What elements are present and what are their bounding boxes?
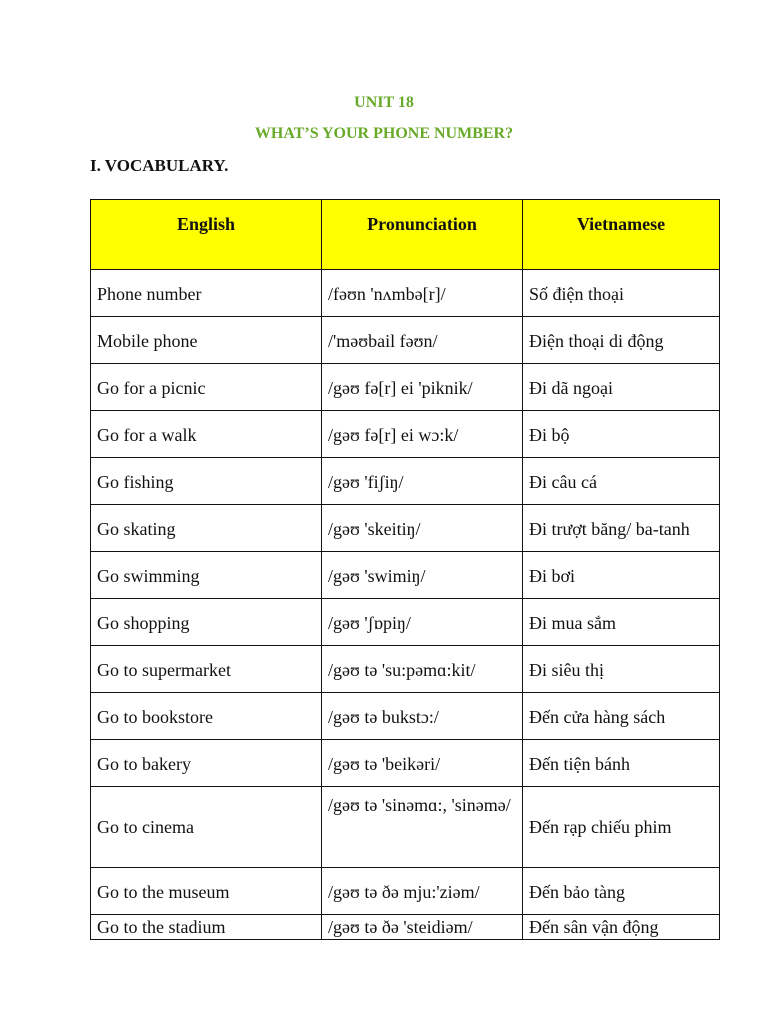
lesson-title: WHAT’S YOUR PHONE NUMBER? bbox=[254, 125, 514, 142]
cell-english: Go swimming bbox=[91, 552, 322, 599]
cell-english: Go shopping bbox=[91, 599, 322, 646]
cell-vietnamese: Đến sân vận động bbox=[523, 915, 720, 940]
cell-english: Go for a walk bbox=[91, 411, 322, 458]
cell-vietnamese: Đến tiện bánh bbox=[523, 740, 720, 787]
cell-pronunciation: /gəʊ tə ðə 'steidiəm/ bbox=[322, 915, 523, 940]
cell-vietnamese: Số điện thoại bbox=[523, 270, 720, 317]
column-header-vietnamese: Vietnamese bbox=[523, 200, 720, 270]
table-row bbox=[91, 552, 720, 599]
cell-pronunciation: /gəʊ tə 'su:pəmɑ:kit/ bbox=[322, 646, 523, 693]
vocabulary-table bbox=[90, 199, 720, 940]
cell-pronunciation: /gəʊ tə 'beikəri/ bbox=[322, 740, 523, 787]
cell-english: Go to cinema bbox=[91, 787, 322, 868]
column-header-pronunciation: Pronunciation bbox=[322, 200, 523, 270]
cell-pronunciation: /fəʊn 'nʌmbə[r]/ bbox=[322, 270, 523, 317]
cell-english: Go skating bbox=[91, 505, 322, 552]
table-row bbox=[91, 646, 720, 693]
unit-title: UNIT 18 bbox=[354, 94, 414, 111]
column-header-english: English bbox=[91, 200, 322, 270]
table-row bbox=[91, 411, 720, 458]
cell-english: Go to the museum bbox=[91, 868, 322, 915]
cell-english: Go to supermarket bbox=[91, 646, 322, 693]
cell-vietnamese: Đi dã ngoại bbox=[523, 364, 720, 411]
cell-english: Go fishing bbox=[91, 458, 322, 505]
vocabulary-table-body bbox=[91, 270, 720, 940]
table-row bbox=[91, 317, 720, 364]
table-row bbox=[91, 868, 720, 915]
table-row bbox=[91, 915, 720, 940]
cell-vietnamese: Đi bơi bbox=[523, 552, 720, 599]
table-row bbox=[91, 505, 720, 552]
cell-pronunciation: /'məʊbail fəʊn/ bbox=[322, 317, 523, 364]
section-heading: I. VOCABULARY. bbox=[90, 156, 229, 175]
cell-vietnamese: Đi mua sắm bbox=[523, 599, 720, 646]
cell-pronunciation: /gəʊ fə[r] ei 'piknik/ bbox=[322, 364, 523, 411]
cell-pronunciation: /gəʊ 'skeitiŋ/ bbox=[322, 505, 523, 552]
cell-vietnamese: Đến cửa hàng sách bbox=[523, 693, 720, 740]
table-row bbox=[91, 458, 720, 505]
cell-vietnamese: Đến rạp chiếu phim bbox=[523, 787, 720, 868]
cell-vietnamese: Đi trượt băng/ ba-tanh bbox=[523, 505, 720, 552]
cell-pronunciation: /gəʊ fə[r] ei wɔ:k/ bbox=[322, 411, 523, 458]
table-row bbox=[91, 599, 720, 646]
cell-pronunciation: /gəʊ tə 'sinəmɑ:, 'sinəmə/ bbox=[322, 787, 523, 868]
table-header-row bbox=[91, 200, 720, 270]
cell-pronunciation: /gəʊ 'swimiŋ/ bbox=[322, 552, 523, 599]
cell-vietnamese: Đi bộ bbox=[523, 411, 720, 458]
cell-english: Mobile phone bbox=[91, 317, 322, 364]
table-row bbox=[91, 740, 720, 787]
cell-english: Go for a picnic bbox=[91, 364, 322, 411]
cell-vietnamese: Điện thoại di động bbox=[523, 317, 720, 364]
table-row bbox=[91, 270, 720, 317]
cell-english: Go to the stadium bbox=[91, 915, 322, 940]
cell-vietnamese: Đi câu cá bbox=[523, 458, 720, 505]
cell-pronunciation: /gəʊ 'ʃɒpiŋ/ bbox=[322, 599, 523, 646]
cell-english: Phone number bbox=[91, 270, 322, 317]
cell-english: Go to bakery bbox=[91, 740, 322, 787]
table-row bbox=[91, 787, 720, 868]
table-row bbox=[91, 693, 720, 740]
cell-english: Go to bookstore bbox=[91, 693, 322, 740]
table-row bbox=[91, 364, 720, 411]
cell-vietnamese: Đến bảo tàng bbox=[523, 868, 720, 915]
cell-pronunciation: /gəʊ tə bukstɔ:/ bbox=[322, 693, 523, 740]
cell-pronunciation: /gəʊ tə ðə mju:'ziəm/ bbox=[322, 868, 523, 915]
cell-pronunciation: /gəʊ 'fiʃiŋ/ bbox=[322, 458, 523, 505]
cell-vietnamese: Đi siêu thị bbox=[523, 646, 720, 693]
